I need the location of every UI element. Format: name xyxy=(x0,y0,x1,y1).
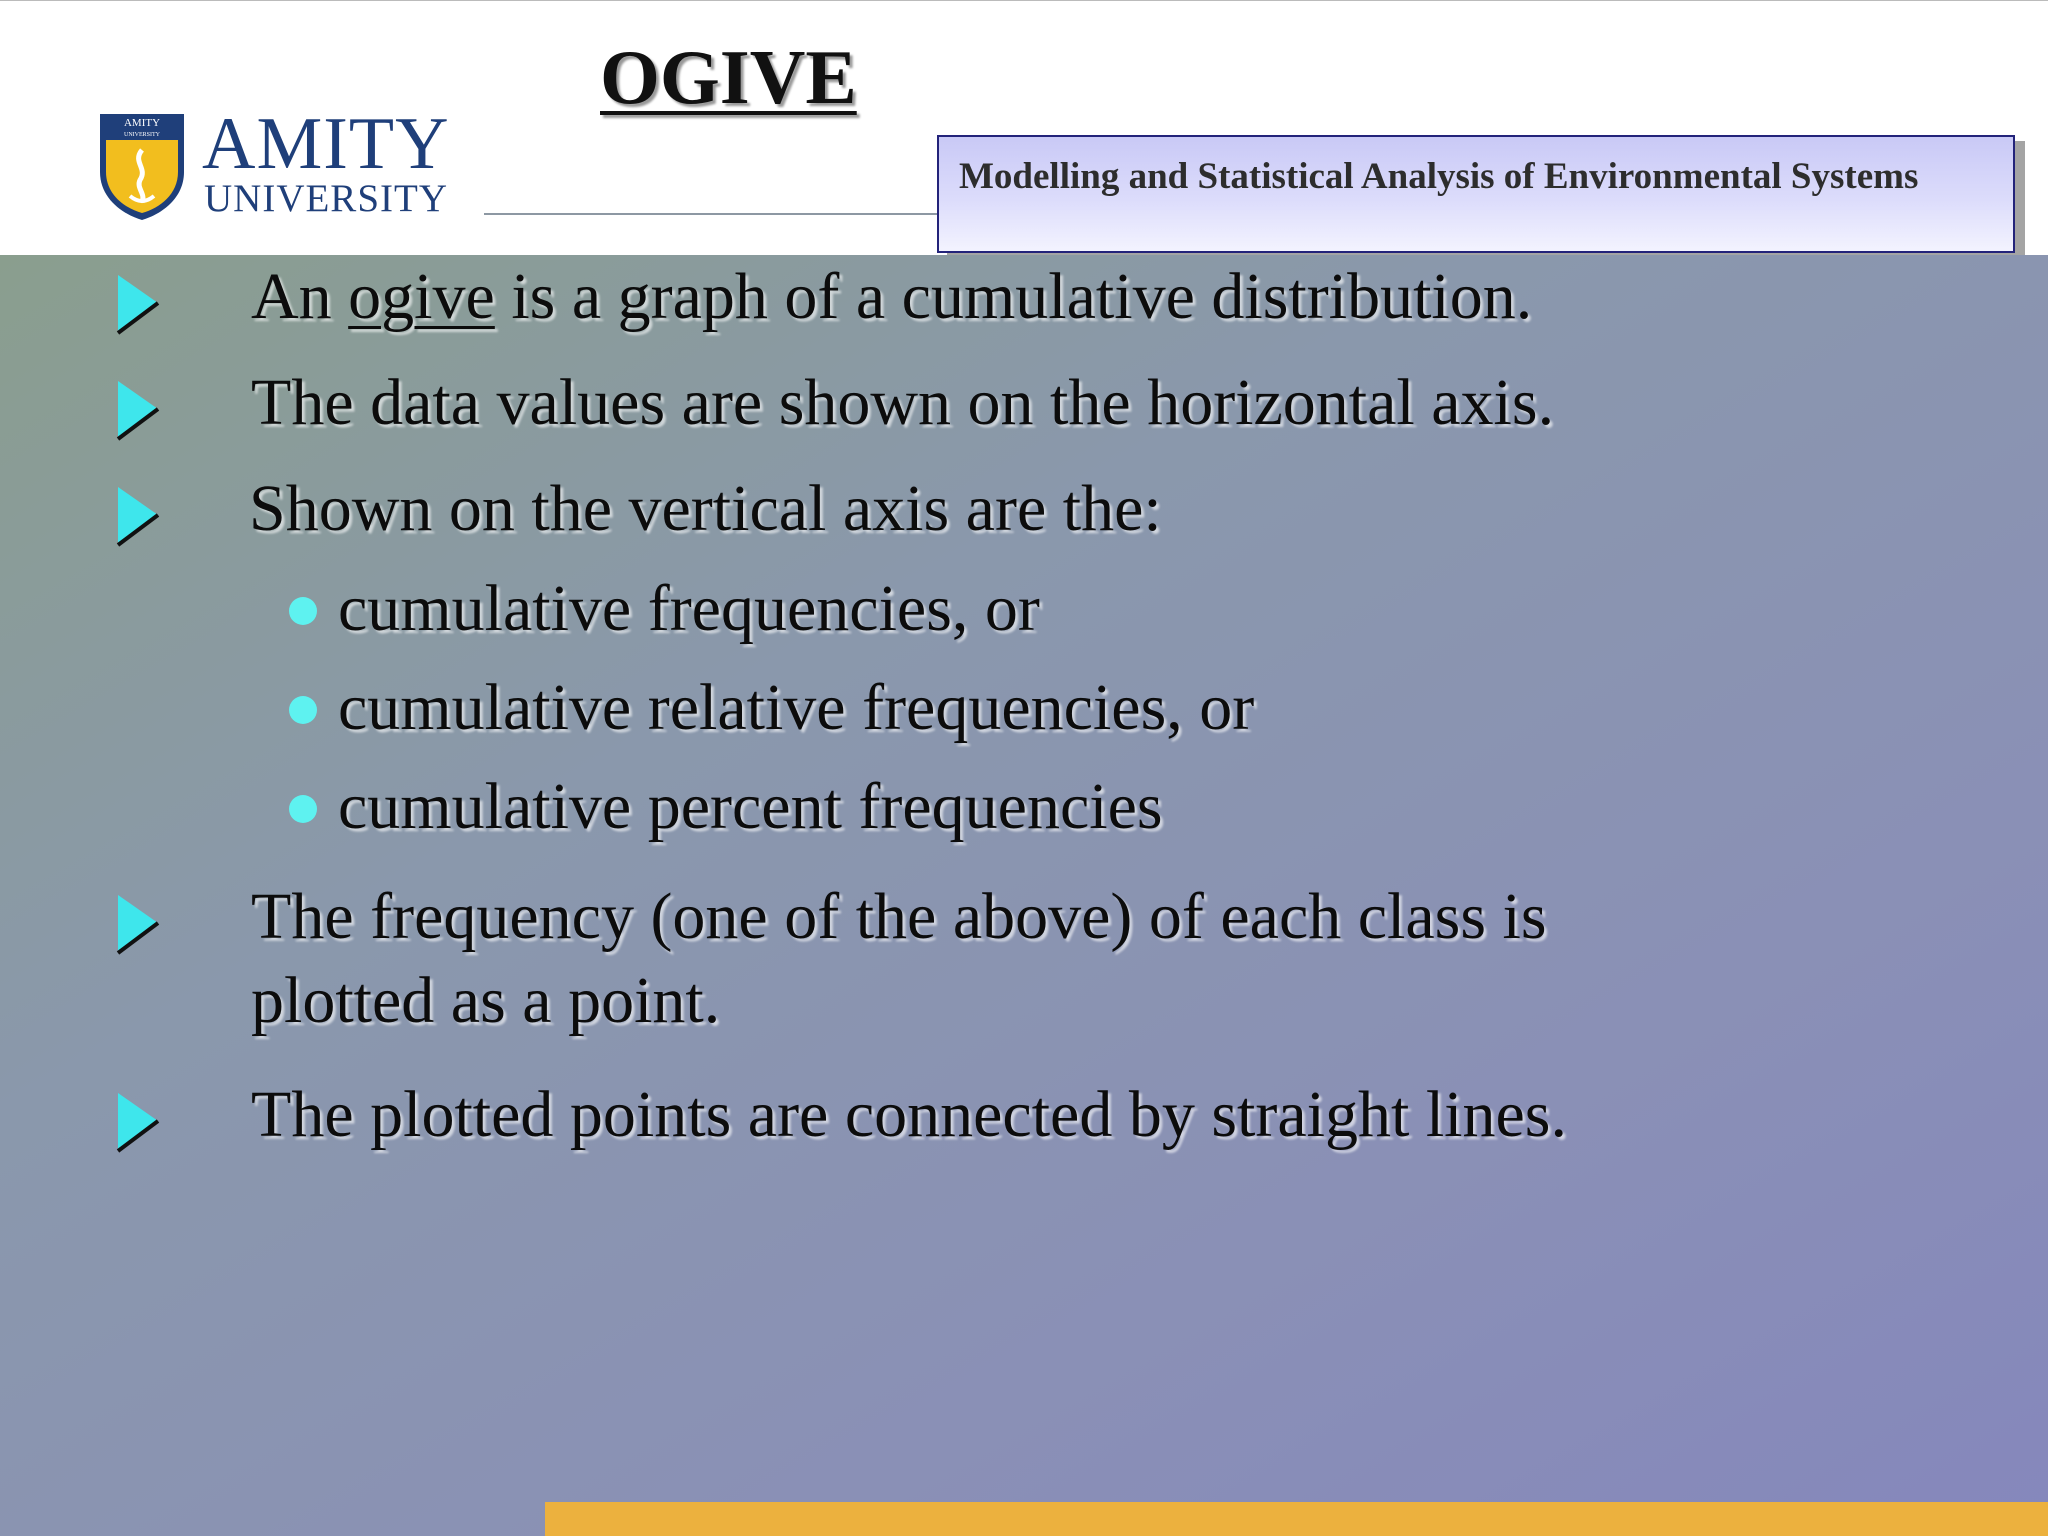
slide-header xyxy=(0,0,2048,255)
dot-icon xyxy=(289,795,317,823)
bullet-text: The data values are shown on the horizontal axis. xyxy=(251,366,1555,439)
logo-brand: AMITY xyxy=(202,103,450,185)
triangle-arrow-icon xyxy=(114,889,166,959)
sub-bullet-text: cumulative frequencies, or xyxy=(338,572,1040,645)
sub-bullet-text: cumulative percent frequencies xyxy=(338,770,1163,843)
triangle-arrow-icon xyxy=(114,481,166,551)
svg-text:AMITY: AMITY xyxy=(123,117,161,129)
bullet-text-after: is a graph of a cumulative distribution. xyxy=(494,260,1533,333)
amity-shield-icon xyxy=(96,110,188,222)
footer-bar xyxy=(545,1502,2048,1536)
bullet-text xyxy=(251,255,1532,339)
slide-content xyxy=(0,255,2048,1536)
dot-icon xyxy=(289,696,317,724)
bullet-text-before: An xyxy=(251,260,349,333)
amity-logo xyxy=(96,103,450,225)
triangle-arrow-icon xyxy=(114,1087,166,1157)
bullet-text: The plotted points are connected by straight lines. xyxy=(251,1078,1567,1151)
dot-icon xyxy=(289,597,317,625)
header-divider xyxy=(484,213,944,215)
logo-subtitle: UNIVERSITY xyxy=(204,177,448,220)
sub-bullet-text: cumulative relative frequencies, or xyxy=(338,671,1255,744)
slide-title: OGIVE xyxy=(600,34,857,120)
course-title-box: Modelling and Statistical Analysis of Environmental Systems xyxy=(937,135,2015,253)
triangle-arrow-icon xyxy=(114,269,166,339)
bullet-text-line2: plotted as a point. xyxy=(251,964,721,1037)
ogive-term: ogive xyxy=(348,260,495,333)
triangle-arrow-icon xyxy=(114,375,166,445)
bullet-text: Shown on the vertical axis are the: xyxy=(249,472,1162,545)
svg-text:UNIVERSITY: UNIVERSITY xyxy=(124,132,160,138)
bullet-text-line1: The frequency (one of the above) of each class is xyxy=(251,880,1547,953)
